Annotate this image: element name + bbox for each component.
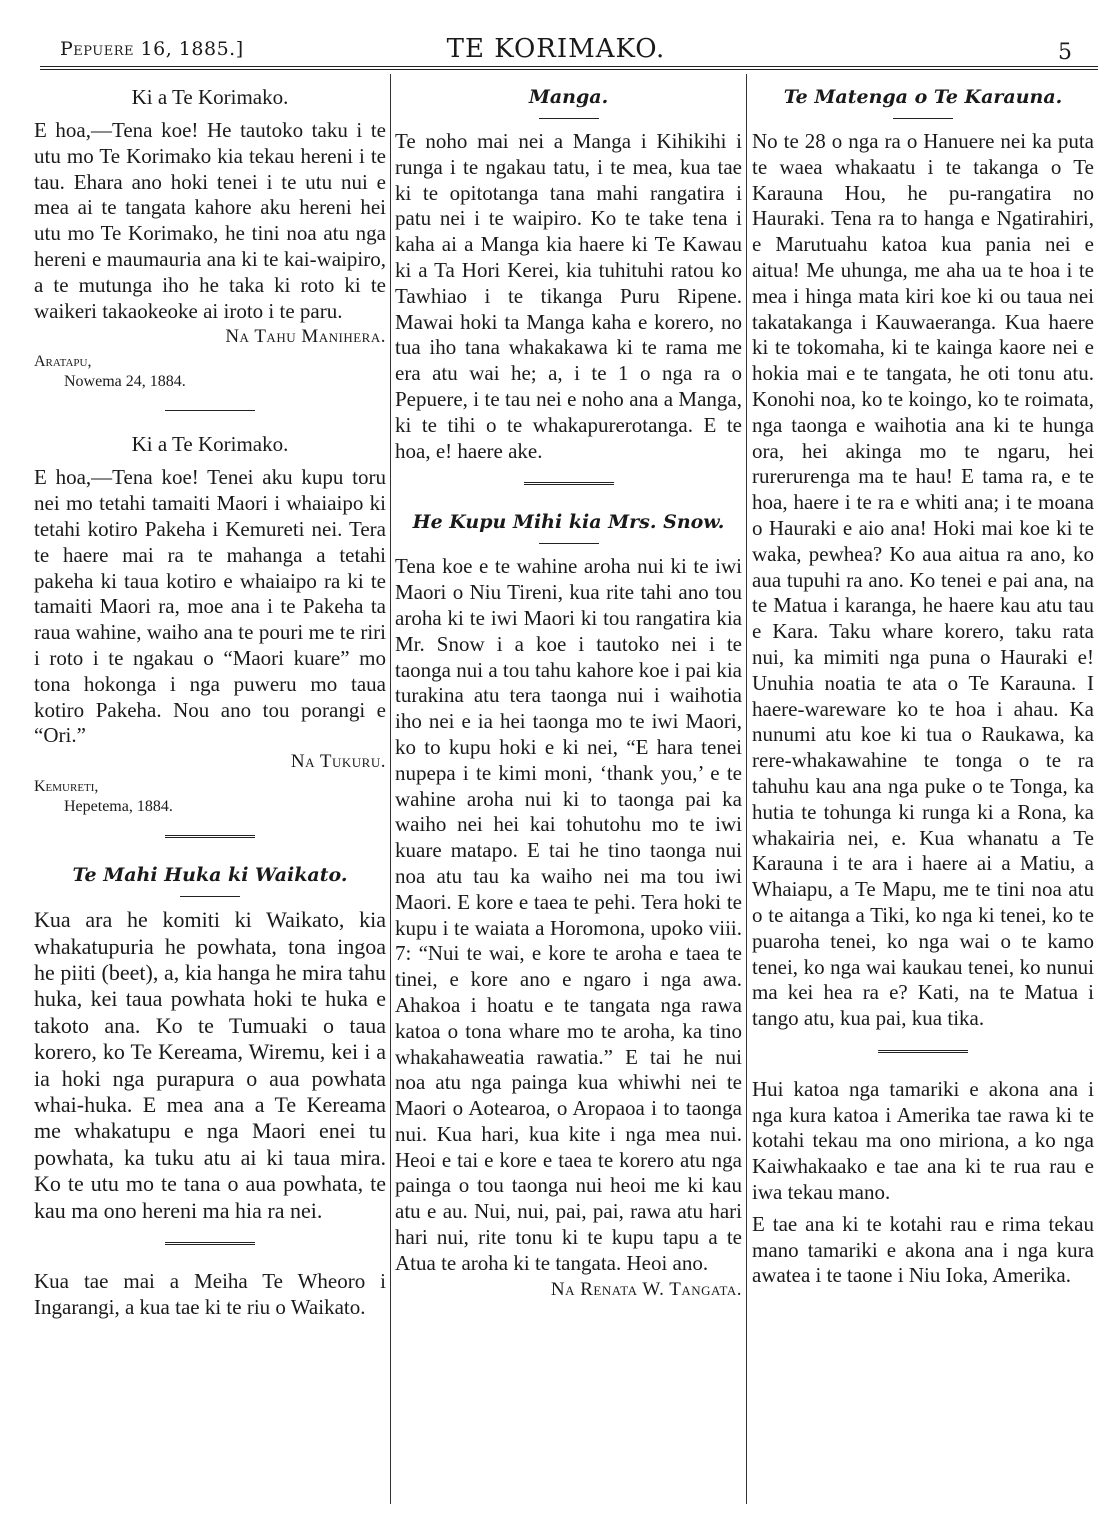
new-york-schools-note: E tae ana ki te kotahi rau e rima tekau mano tamariki e akona ana i nga kura awatea i te taone i Niu Ioka, Amerika. bbox=[752, 1211, 1094, 1288]
double-separator bbox=[878, 1050, 968, 1055]
matenga-title: Te Matenga o Te Karauna. bbox=[783, 86, 1063, 108]
letter2-signature: Na Tukuru. bbox=[290, 751, 386, 773]
letter2-date: Hepetema, 1884. bbox=[64, 798, 173, 816]
title-underline bbox=[539, 543, 599, 544]
header-rule-top bbox=[40, 66, 1098, 67]
page-header bbox=[34, 28, 1078, 68]
wheoro-note: Kua tae mai a Meiha Te Wheoro i Ingarangi, a kua tae ki te riu o Waikato. bbox=[34, 1269, 386, 1319]
snow-body: Tena koe e te wahine aroha nui ki te iwi Maori o Niu Tireni, kua rite tahi ano tou aroha ki te iwi Maori ki tou rangatira kia Mr. Snow i a koe i tautoko nei i te taonga nui a tou tahu kahore koe i pai kia turakina atu tera taonga nui i waihotia iho nei e ia hei taonga mo te iwi Maori, ko to kupu hoki e ki nei, “E hara tenei nupepa i te kimi moni, ‘thank you,’ e te wahine aroha nui ki to taonga pai ka waiho nei hei kai tohutohu mo te iwi kuare matapo. E tai he tino taonga nui noa atu tau ka waiho nei ma tou iwi Maori. E kore e taea te pehi. Tera hoki te kupu i te waiata a Horomona, upoko viii. 7: “Nui te wai, e kore te aroha e taea te tinei, e kore ano e ngaro i nga awa. Ahakoa i hoatu e te tangata nga rawa katoa o tona whare mo te aroha, ka tino whakahaweatia rawatia.” E tai he nui noa atu nga painga kua whiwhi nei te Maori o Aotearoa, o Aropaoa i to taonga nui. Kua hari, kua kite i nga mea nui. Heoi e tai e kore e taea te korero atu nga painga o tou taonga nui heoi me ki kau atu e au. Nui, nui, pai, pai, rawa atu hari hari nui, rite tonu ki te kupu tapu a te Atua te aroha ki te tangata. Heoi ano. bbox=[395, 554, 742, 1275]
letter1-body: E hoa,—Tena koe! He tautoko taku i te utu mo Te Korimako kia tekau hereni i te tau. Ehara ano hoki tenei i te utu nui e mea ai te tangata kahore aku hereni hei utu mo Te Korimako, he tini noa atu nga hereni e maumauria ana ki te kai-waipiro, a te mutunga iho he taka ki roto ki te waikeri takaokeoke ai iroto i te paru. bbox=[34, 118, 386, 323]
snow-signature: Na Renata W. Tangata. bbox=[550, 1278, 742, 1300]
double-separator bbox=[165, 1242, 255, 1247]
title-underline bbox=[893, 118, 953, 119]
column-divider-2 bbox=[746, 74, 747, 1504]
column-divider-1 bbox=[390, 74, 391, 1504]
snow-title: He Kupu Mihi kia Mrs. Snow. bbox=[412, 511, 725, 534]
separator bbox=[165, 410, 255, 411]
masthead-title: TE KORIMAKO. bbox=[446, 34, 666, 64]
letter1-date: Nowema 24, 1884. bbox=[64, 373, 186, 391]
letter1-title: Ki a Te Korimako. bbox=[131, 85, 289, 109]
letter2-body: E hoa,—Tena koe! Tenei aku kupu toru nei mo tetahi tamaiti Maori i whaiaipo ki tetahi kotiro Pakeha i Kemureti nei. Tera te haere mai ra te mahanga a tetahi pakeha ki taua kotiro e whaiaipo ra ki te tamaiti Maori ra, moe ana i te Pakeha ta raua wahine, waiho ana te pouri me te riri i roto i te ngakau o “Maori kuare” mo tona hokonga i nga puweru mo taua kotiro Pakeha. Nou ano tou porangi e “Ori.” bbox=[34, 465, 386, 748]
matenga-body: No te 28 o nga ra o Hanuere nei ka puta te waea whakaatu i te takanga o Te Karauna Hou, he pu-rangatira no Hauraki. Tena ra to hanga e Ngatirahiri, e Marutuahu katoa kua pania nei e aitua! Me uhunga, me aha ua te hoa i te mea i hinga mata kiri koe ki ou taua nei takatakanga i Kauwaeranga. Kua haere ki te tokomaha, ki te kainga kaore nei e hokia mai e te tangata, he oti tonu atu. Konohi noa, ko te koingo, ko te roimata, nga taonga e waihotia ana ki te hunga ora, hei akinga mo te ngaru, hei rurerurenga ma te hau! E tama ra, e te hoa, haere i te ra e whiti ana; i te moana o Hauraki e aio ana! Hoki mai koe ki te waka, pewhea? Ko aua aitua ra ano, ko aua tupuhi ra ano. Ko tenei e pai ana, na te Matua i karanga, he haere kau atu tau e Kara. Taku whare korero, taku rata nui, ka mimiti nga puna o Hauraki e! Unuhia noatia te ata o Te Karauna. I haere-wareware ko te hoa i ahau. Ka nunumi atu koe ki tua o Raukawa, ka rere-whakawahine te tonga o te ra tahuhu kau ana nga puke o te Tonga, ka hutia te tohunga ki runga ki a Rona, ka whakairia nei, e. Kua whanatu a Te Karauna i te ara i haere ai a Matiu, a Whaiapu, a Te Mapu, me te tini noa atu o te aitanga a Tiki, ko nga ki tenei, ko te puaroha tenei, ko nga wai o te kamo tenei, ko nga wai kaukau tenei, ko nunui ma kei hea ra e? Kati, na te Matua i tango atu, kua pai, kua tika. bbox=[752, 129, 1094, 1031]
manga-title: Manga. bbox=[528, 86, 609, 108]
title-underline bbox=[180, 896, 240, 897]
column-1 bbox=[34, 84, 386, 1321]
letter2-place: Kemureti, bbox=[34, 778, 99, 796]
letter2-title: Ki a Te Korimako. bbox=[131, 432, 289, 457]
double-separator bbox=[165, 835, 255, 840]
manga-body: Te noho mai nei a Manga i Kihikihi i runga i te ngakau tatu, i te mea, kua tae ki te opitotanga tana mahi rangatira i patu nei i te waipiro. Ko te take tena i kaha ai a Manga kia haere ki Te Kawau ki a Ta Hori Kerei, kia tuhituhi ratou ko Tawhiao i te tikanga Puru Ripene. Mawai hoki ta Manga kaha e korero, no tua iho tana whakakawa ki te rama me era atu wai he; a, i te 1 o nga ra o Pepuere, i te tau nei e noho ana a Manga, ki te tihi o te whakapurerotanga. E te hoa, e! haere ake. bbox=[395, 129, 742, 463]
letter1-signature: Na Tahu Manihera. bbox=[225, 326, 386, 348]
issue-date: Pepuere 16, 1885.] bbox=[60, 38, 244, 60]
double-separator bbox=[524, 482, 614, 487]
header-rule-bottom bbox=[40, 69, 1098, 70]
sugar-article-body: Kua ara he komiti ki Waikato, kia whakatupuria he powhata, tona ingoa he piiti (beet), a, kia hanga he mira tahu huka, kei taua powhata hoki te huka e takoto ana. Ko te Tumuaki o taua korero, ko Te Kereama, Wiremu, kei i a ia hoki nga purapura o aua powhata whai-huka. E mea ana a Te Kereama me whakatupu e nga Maori enei tu powhata, ka tuku atu ai ki taua mira. Ko te utu mo te tana o aua powhata, te kau ma ono hereni ma hia ra nei. bbox=[34, 907, 386, 1223]
title-underline bbox=[539, 118, 599, 119]
america-schools-note: Hui katoa nga tamariki e akona ana i nga kura katoa i Amerika tae rawa ki te kotahi tekau ma ono miriona, a ko nga Kaiwhakaako e tae ana ki te rua rau e iwa tekau mano. bbox=[752, 1076, 1094, 1205]
letter1-place: Aratapu, bbox=[34, 353, 92, 371]
column-3 bbox=[752, 84, 1094, 1289]
column-2 bbox=[395, 84, 742, 1301]
page-number: 5 bbox=[1058, 40, 1072, 65]
sugar-article-title: Te Mahi Huka ki Waikato. bbox=[72, 864, 348, 887]
